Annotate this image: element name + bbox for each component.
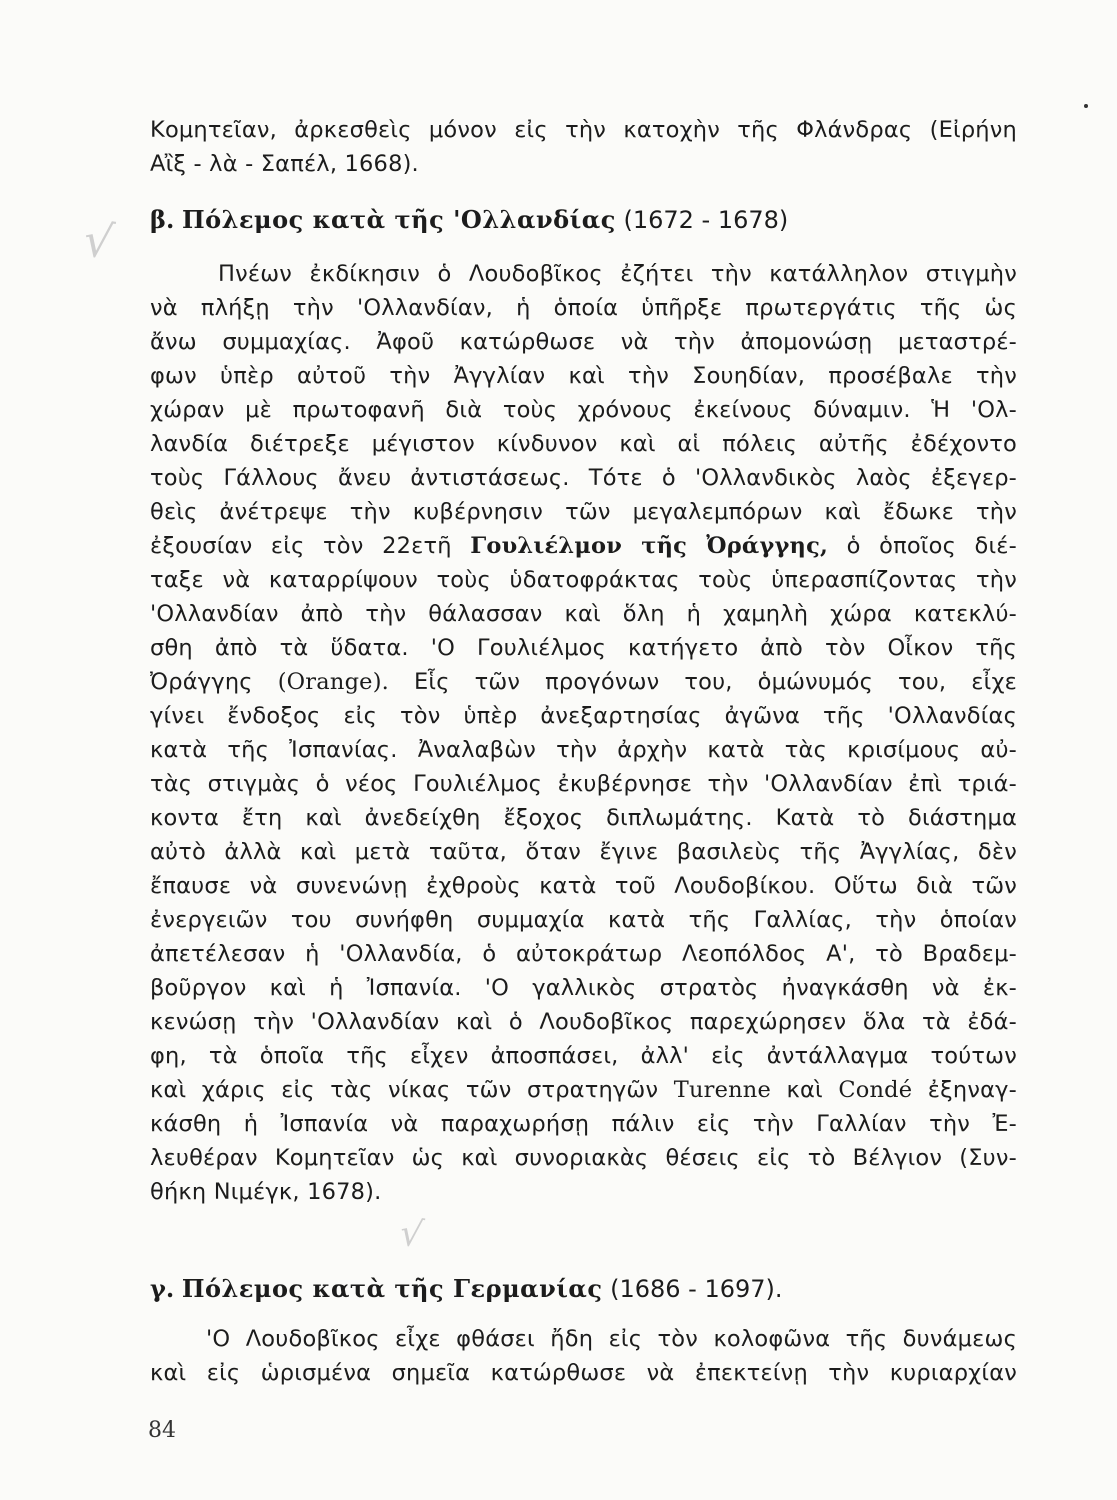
body-line: ἐξουσίαν εἰς τὸν 22ετῆ Γουλιέλμον τῆς Ὀράγγης, ὁ ὁποῖος διέ-: [150, 533, 1017, 559]
section-c-marker: γ.: [150, 1274, 175, 1303]
pencil-check-mark-icon: √: [80, 212, 117, 270]
body-line: ἐνεργειῶν του συνήφθη συμμαχία κατὰ τῆς Γαλλίας, τὴν ὁποίαν: [150, 907, 1017, 933]
body-line: νὰ πλήξῃ τὴν 'Ολλανδίαν, ἡ ὁποία ὑπῆρξε πρωτεργάτις τῆς ὡς: [150, 295, 1017, 321]
section-b-title: Πόλεμος κατὰ τῆς 'Ολλανδίας: [181, 205, 616, 234]
ink-speck: [1084, 104, 1088, 108]
intro-line-2: Αἲξ - λὰ - Σαπέλ, 1668).: [150, 151, 419, 177]
latin-term: Turenne: [673, 1077, 772, 1103]
body-line: ταξε νὰ καταρρίψουν τοὺς ὑδατοφράκτας τοὺς ὑπερασπίζοντας τὴν: [150, 567, 1017, 593]
body-line: κάσθη ἡ Ἰσπανία νὰ παραχωρήσῃ πάλιν εἰς τὴν Γαλλίαν τὴν Ἐ-: [150, 1111, 1017, 1137]
body-line: καὶ χάρις εἰς τὰς νίκας τῶν στρατηγῶν Turenne καὶ Condé ἐξηναγ-: [150, 1077, 1017, 1103]
body-line: καὶ εἰς ὡρισμένα σημεῖα κατώρθωσε νὰ ἐπεκτείνῃ τὴν κυριαρχίαν: [150, 1360, 1017, 1386]
body-line: χώραν μὲ πρωτοφανῆ διὰ τοὺς χρόνους ἐκείνους δύναμιν. Ἡ 'Ολ-: [150, 397, 1017, 423]
body-line: τοὺς Γάλλους ἄνευ ἀντιστάσεως. Τότε ὁ 'Ολλανδικὸς λαὸς ἐξεγερ-: [150, 465, 1017, 491]
body-line: φων ὑπὲρ αὐτοῦ τὴν Ἀγγλίαν καὶ τὴν Σουηδίαν, προσέβαλε τὴν: [150, 363, 1017, 389]
section-b-years: (1672 - 1678): [623, 206, 789, 234]
body-line: 'Ολλανδίαν ἀπὸ τὴν θάλασσαν καὶ ὅλη ἡ χαμηλὴ χώρα κατεκλύ-: [150, 601, 1017, 627]
body-line: βοῦργον καὶ ἡ Ἰσπανία. 'Ο γαλλικὸς στρατὸς ἠναγκάσθη νὰ ἐκ-: [150, 975, 1017, 1001]
body-line: ἀπετέλεσαν ἡ 'Ολλανδία, ὁ αὐτοκράτωρ Λεοπόλδος Α', τὸ Βραδεμ-: [150, 941, 1017, 967]
name-william-of-orange: Γουλιέλμον τῆς Ὀράγγης,: [470, 533, 829, 559]
section-c-heading: [150, 1272, 783, 1306]
body-line: φη, τὰ ὁποῖα τῆς εἶχεν ἀποσπάσει, ἀλλ' εἰς ἀντάλλαγμα τούτων: [150, 1043, 1017, 1069]
pencil-check-mark-icon: √: [397, 1212, 426, 1257]
body-line: κατὰ τῆς Ἰσπανίας. Ἀναλαβὼν τὴν ἀρχὴν κατὰ τὰς κρισίμους αὐ-: [150, 737, 1017, 763]
section-c-years: (1686 - 1697).: [610, 1275, 783, 1303]
section-b-marker: β.: [150, 205, 175, 234]
latin-term: Condé: [838, 1077, 913, 1103]
body-line: Ὀράγγης (Orange). Εἷς τῶν προγόνων του, ὁμώνυμός του, εἶχε: [150, 669, 1017, 695]
latin-term: (Orange).: [277, 669, 390, 695]
intro-line-1: Κομητεῖαν, ἀρκεσθεὶς μόνον εἰς τὴν κατοχὴν τῆς Φλάνδρας (Εἰρήνη: [150, 117, 1017, 143]
body-line: ἄνω συμμαχίας. Ἀφοῦ κατώρθωσε νὰ τὴν ἀπομονώσῃ μεταστρέ-: [150, 329, 1017, 355]
body-line: κενώσῃ τὴν 'Ολλανδίαν καὶ ὁ Λουδοβῖκος παρεχώρησεν ὅλα τὰ ἐδά-: [150, 1009, 1017, 1035]
body-line: τὰς στιγμὰς ὁ νέος Γουλιέλμος ἐκυβέρνησε τὴν 'Ολλανδίαν ἐπὶ τριά-: [150, 771, 1017, 797]
body-line: θεὶς ἀνέτρεψε τὴν κυβέρνησιν τῶν μεγαλεμπόρων καὶ ἔδωκε τὴν: [150, 499, 1017, 525]
body-line: 'Ο Λουδοβῖκος εἶχε φθάσει ἤδη εἰς τὸν κολοφῶνα τῆς δυνάμεως: [206, 1326, 1017, 1352]
body-line: αὐτὸ ἀλλὰ καὶ μετὰ ταῦτα, ὅταν ἔγινε βασιλεὺς τῆς Ἀγγλίας, δὲν: [150, 839, 1017, 865]
body-line: ἔπαυσε νὰ συνενώνῃ ἐχθροὺς κατὰ τοῦ Λουδοβίκου. Οὕτω διὰ τῶν: [150, 873, 1017, 899]
body-line: λευθέραν Κομητεῖαν ὡς καὶ συνοριακὰς θέσεις εἰς τὸ Βέλγιον (Συν-: [150, 1145, 1017, 1171]
body-line: σθη ἀπὸ τὰ ὕδατα. 'Ο Γουλιέλμος κατήγετο ἀπὸ τὸν Οἶκον τῆς: [150, 635, 1017, 661]
body-line: λανδία διέτρεξε μέγιστον κίνδυνον καὶ αἱ πόλεις αὐτῆς ἐδέχοντο: [150, 431, 1017, 457]
body-line: κοντα ἔτη καὶ ἀνεδείχθη ἔξοχος διπλωμάτης. Κατὰ τὸ διάστημα: [150, 805, 1017, 831]
body-line: Πνέων ἐκδίκησιν ὁ Λουδοβῖκος ἐζήτει τὴν κατάλληλον στιγμὴν: [218, 261, 1017, 287]
page-number: 84: [148, 1418, 176, 1443]
body-line: γίνει ἔνδοξος εἰς τὸν ὑπὲρ ἀνεξαρτησίας ἀγῶνα τῆς 'Ολλανδίας: [150, 703, 1017, 729]
body-line: θήκη Νιμέγκ, 1678).: [150, 1179, 382, 1205]
section-c-title: Πόλεμος κατὰ τῆς Γερμανίας: [181, 1274, 603, 1303]
section-b-heading: [150, 203, 788, 237]
